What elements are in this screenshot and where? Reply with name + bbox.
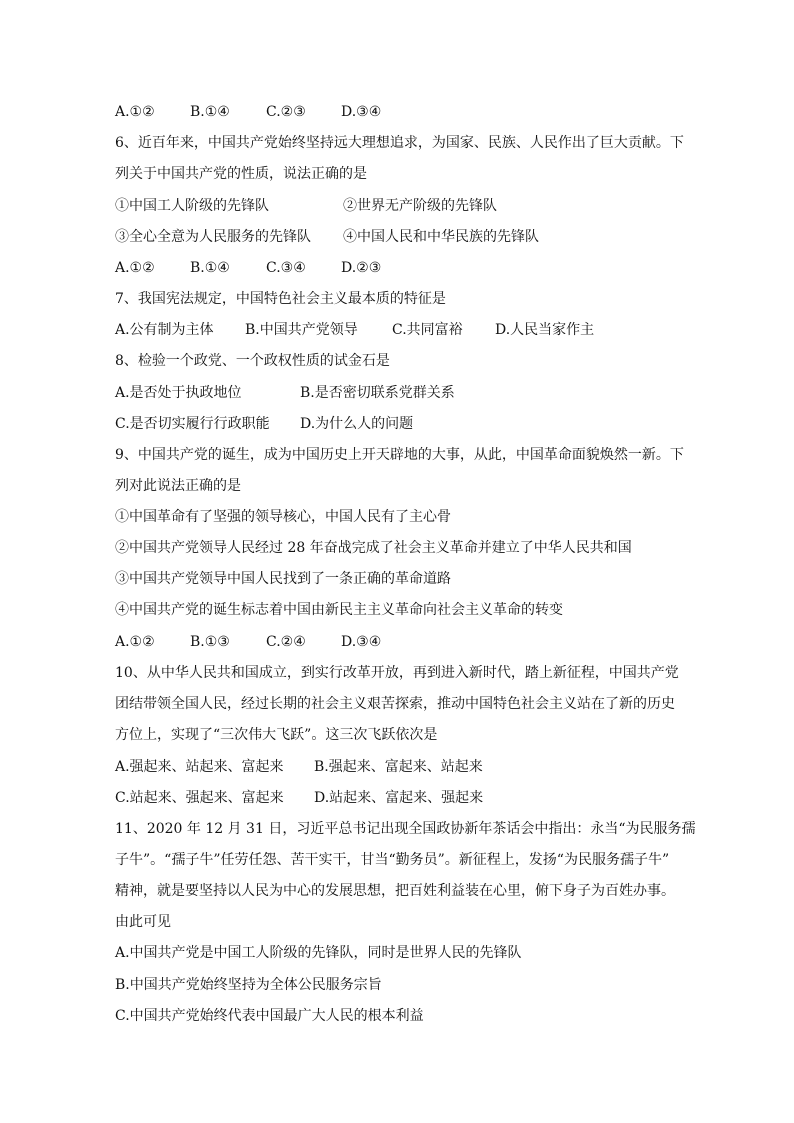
q10-stem-line-2: 团结带领全国人民，经过长期的社会主义艰苦探索，推动中国特色社会主义站在了新的历史: [115, 696, 675, 712]
q11-option-b: B.中国共产党始终坚持为全体公民服务宗旨: [115, 977, 382, 993]
q11-stem-line-2: 子牛”。“孺子牛”任劳任怨、苦干实干，甘当“勤务员”。新征程上，发扬“为民服务孺子牛”: [115, 852, 670, 868]
q10-option-b: B.强起来、富起来、站起来: [314, 759, 483, 775]
q7-option-a: A.公有制为主体: [115, 322, 214, 338]
q10-option-a: A.强起来、站起来、富起来: [115, 759, 284, 775]
q10-stem-line-3: 方位上，实现了“三次伟大飞跃”。这三次飞跃依次是: [115, 727, 438, 743]
q9-stem-line-2: 列对此说法正确的是: [115, 478, 241, 494]
q9-option-c: C.②④: [266, 634, 306, 650]
q5-option-a: A.①②: [115, 104, 155, 120]
q6-stem-line-2: 列关于中国共产党的性质，说法正确的是: [115, 166, 367, 182]
q7-stem: 7、我国宪法规定，中国特色社会主义最本质的特征是: [115, 291, 446, 307]
q5-option-c: C.②③: [266, 104, 306, 120]
q9-statement-4: ④中国共产党的诞生标志着中国由新民主主义革命向社会主义革命的转变: [115, 602, 563, 618]
q9-statement-1: ①中国革命有了坚强的领导核心，中国人民有了主心骨: [115, 509, 451, 525]
q5-option-d: D.③④: [341, 104, 382, 120]
q6-statement-1: ①中国工人阶级的先锋队: [115, 198, 269, 214]
q11-option-c: C.中国共产党始终代表中国最广大人民的根本利益: [115, 1008, 424, 1024]
q6-stem-line-1: 6、近百年来，中国共产党始终坚持远大理想追求，为国家、民族、人民作出了巨大贡献。下: [115, 135, 684, 151]
q6-option-a: A.①②: [115, 260, 155, 276]
q9-statement-2: ②中国共产党领导人民经过 28 年奋战完成了社会主义革命并建立了中华人民共和国: [115, 540, 632, 556]
q10-option-c: C.站起来、强起来、富起来: [115, 790, 284, 806]
q8-option-b: B.是否密切联系党群关系: [300, 385, 455, 401]
q7-option-c: C.共同富裕: [392, 322, 463, 338]
q8-option-c: C.是否切实履行行政职能: [115, 416, 270, 432]
q6-option-d: D.②③: [341, 260, 382, 276]
q10-option-d: D.站起来、富起来、强起来: [314, 790, 484, 806]
q9-option-a: A.①②: [115, 634, 155, 650]
q5-option-b: B.①④: [190, 104, 230, 120]
q6-statement-4: ④中国人民和中华民族的先锋队: [343, 229, 539, 245]
q9-stem-line-1: 9、中国共产党的诞生，成为中国历史上开天辟地的大事，从此，中国革命面貌焕然一新。下: [115, 447, 684, 463]
q6-option-c: C.③④: [266, 260, 306, 276]
q9-option-d: D.③④: [341, 634, 382, 650]
q8-option-a: A.是否处于执政地位: [115, 385, 242, 401]
q11-stem-line-4: 由此可见: [115, 914, 171, 930]
q9-statement-3: ③中国共产党领导中国人民找到了一条正确的革命道路: [115, 571, 451, 587]
q7-option-b: B.中国共产党领导: [245, 322, 358, 338]
q10-stem-line-1: 10、从中华人民共和国成立，到实行改革开放，再到进入新时代，踏上新征程，中国共产党: [115, 665, 679, 681]
q11-stem-line-3: 精神，就是要坚持以人民为中心的发展思想，把百姓利益装在心里，俯下身子为百姓办事。: [115, 883, 675, 899]
q7-option-d: D.人民当家作主: [495, 322, 595, 338]
q9-option-b: B.①③: [190, 634, 230, 650]
q6-statement-3: ③全心全意为人民服务的先锋队: [115, 229, 311, 245]
q11-stem-line-1: 11、2020 年 12 月 31 日，习近平总书记出现全国政协新年茶话会中指出：永当“为民服务孺: [115, 821, 696, 837]
q11-option-a: A.中国共产党是中国工人阶级的先锋队，同时是世界人民的先锋队: [115, 945, 522, 961]
q6-option-b: B.①④: [190, 260, 230, 276]
q8-stem: 8、检验一个政党、一个政权性质的试金石是: [115, 353, 390, 369]
q8-option-d: D.为什么人的问题: [300, 416, 414, 432]
q6-statement-2: ②世界无产阶级的先锋队: [343, 198, 497, 214]
